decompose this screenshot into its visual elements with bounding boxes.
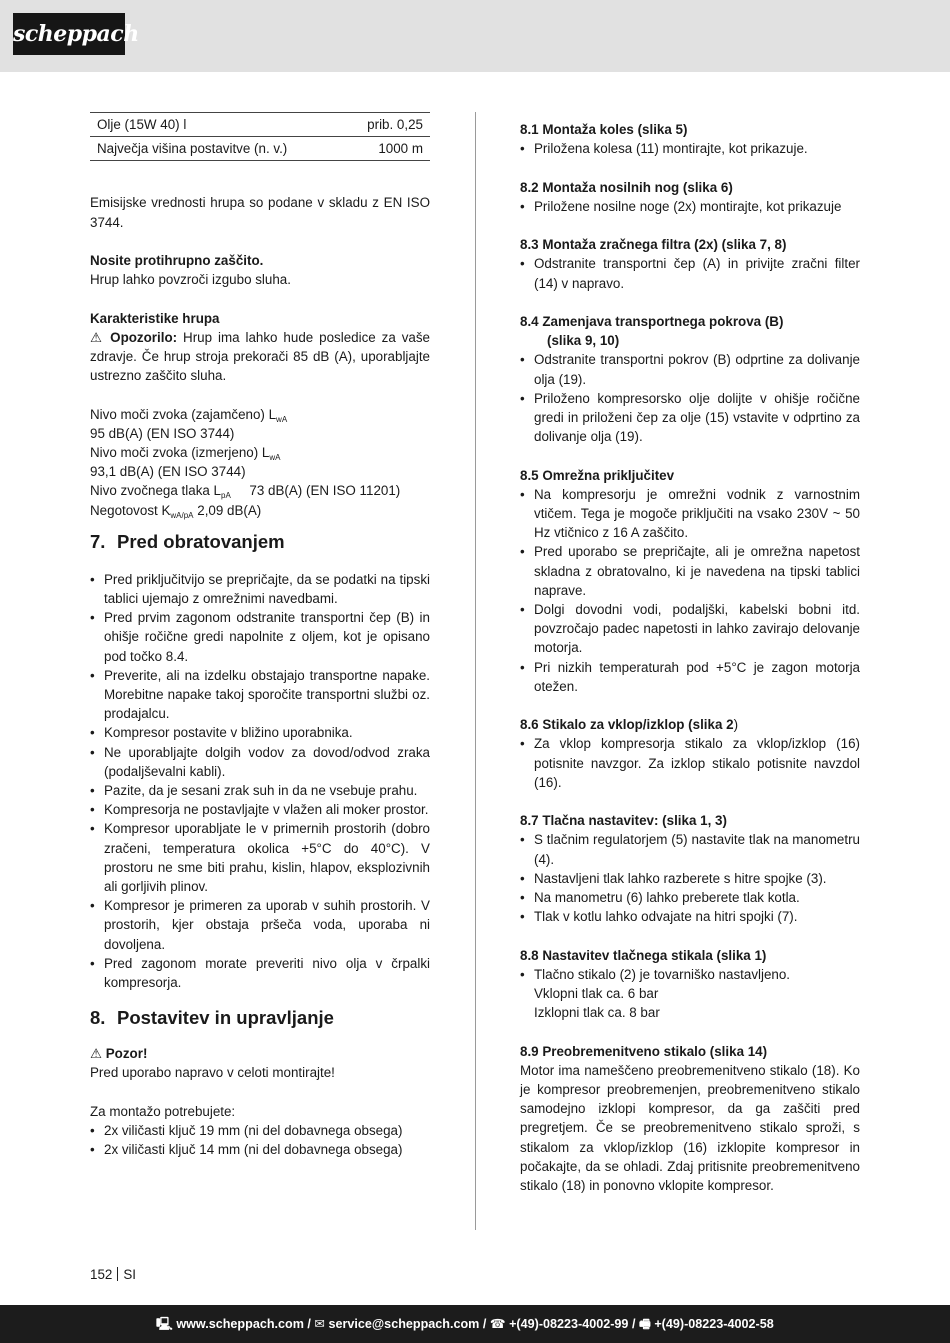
warning-icon: ⚠ (90, 329, 105, 345)
phone-icon: ☎ (489, 1317, 506, 1331)
list-item: • Dolgi dovodni vodi, podaljški, kabelski bobni itd. povzročajo padec napetosti in lahko zavirajo delovanje motorja. (520, 600, 860, 658)
section-8-4-title: 8.4 Zamenjava transportnega pokrova (B) (520, 313, 784, 329)
fax-number: +(49)-08223-4002-58 (654, 1317, 774, 1331)
section-title: Postavitev in upravljanje (117, 1007, 334, 1029)
subscript: wA (276, 414, 288, 424)
list-item: • Ne uporabljajte dolgih vodov za dovod/odvod zraka (podaljševalni kabli). (90, 743, 430, 781)
section-8-1-list (520, 139, 860, 158)
section-8-7-list (520, 830, 860, 926)
section-title: Pred obratovanjem (117, 530, 285, 552)
section-8-2-list (520, 197, 860, 216)
list-item: • Za vklop kompresorja stikalo za vklop/izklop (16) potisnite navzgor. Za izklop stikalo potisnite navzdol (16). (520, 734, 860, 792)
list-item: • Priložene nosilne noge (2x) montirajte, kot prikazuje (520, 197, 860, 216)
sound-power-guaranteed-label: Nivo moči zvoka (zajamčeno) L (90, 406, 277, 422)
section-8-6-title-text: 8.6 Stikalo za vklop/izklop (slika 2 (520, 717, 734, 733)
section-8-6-title-end: ) (733, 717, 739, 733)
sound-power-guaranteed (90, 405, 430, 424)
list-item: • Odstranite transportni čep (A) in privijte zračni filter (14) v napravo. (520, 254, 860, 292)
spec-label: Največja višina postavitve (n. v.) (90, 137, 343, 161)
section-8-9-text: Motor ima nameščeno preobremenitveno stikalo (18). Ko je kompresor preobremenjen, preobremenitveno stikalo samodejno izklopi kompresor, da ga zaščiti pred pregretjem. Če se preobremenitveno stikalo sproži, s stikalom za vklop/izklop (16) izklopite kompresor in počakajte, da se ohladi. Zdaj pritisnite preobremenitveno stikalo (18) in ponovno vklopite kompresor. (520, 1062, 860, 1194)
attention-text: Pred uporabo napravo v celoti montirajte! (90, 1065, 335, 1081)
list-item: • Pred prvim zagonom odstranite transportni čep (B) in ohišje ročične gredi napolnite z oljem, kot je opisano pod točko 8.4. (90, 608, 430, 666)
list-item: • Kompresor je primeren za uporab v suhih prostorih. V prostorih, kjer obstaja pršeča voda, uporaba ni dovoljena. (90, 896, 430, 954)
section-8-5-title: 8.5 Omrežna priključitev (520, 467, 675, 483)
list-item: • Pred zagonom morate preveriti nivo olja v črpalki kompresorja. (90, 954, 430, 992)
section-8-5-list (520, 485, 860, 696)
list-item: • Na manometru (6) lahko preberete tlak kotla. (520, 888, 860, 907)
list-item: • Pred priključitvijo se prepričajte, da se podatki na tipski tablici ujemajo z omrežnimi navedbami. (90, 570, 430, 608)
section-8-9-title: 8.9 Preobremenitveno stikalo (slika 14) (520, 1043, 768, 1059)
subscript: pA (221, 491, 231, 501)
spec-value: 1000 m (343, 137, 430, 161)
list-item: • Preverite, ali na izdelku obstajajo transportne napake. Morebitne napake takoj sporočite transportni službi oz. prodajalcu. (90, 666, 430, 724)
protection-text: Hrup lahko povzroči izgubo sluha. (90, 272, 291, 288)
warning-icon: ⚠ (90, 1046, 103, 1062)
list-item: • Kompresorja ne postavljajte v vlažen ali moker prostor. (90, 800, 430, 819)
column-divider (475, 112, 476, 1230)
sound-power-guaranteed-value: 95 dB(A) (EN ISO 3744) (90, 425, 235, 441)
warning-label: Opozorilo: (110, 329, 178, 345)
section-8-8-list (520, 965, 860, 984)
switch-on-pressure: Vklopni tlak ca. 6 bar (534, 986, 659, 1002)
spec-table (90, 112, 430, 161)
page-number-footer (90, 1265, 136, 1284)
section-number: 7. (90, 530, 106, 552)
section-8-8-title: 8.8 Nastavitev tlačnega stikala (slika 1) (520, 947, 767, 963)
attention-label: Pozor! (105, 1046, 148, 1062)
section-8-6-list (520, 734, 860, 792)
list-item: • 2x viličasti ključ 14 mm (ni del dobavnega obsega) (90, 1140, 430, 1159)
warning-text: Hrup ima lahko hude posledice za vaše zdravje. Če hrup stroja prekorači 85 dB (A), uporabljajte ustrezno zaščito sluha. (90, 329, 430, 384)
list-item: • Kompresor postavite v bližino uporabnika. (90, 723, 430, 742)
section-8-3-list (520, 254, 860, 292)
uncertainty-label: Negotovost K (90, 502, 171, 518)
protection-title: Nosite protihrupno zaščito. (90, 253, 264, 268)
spec-label: Olje (15W 40) l (90, 113, 343, 137)
section-8-2-title: 8.2 Montaža nosilnih nog (slika 6) (520, 179, 733, 195)
list-item: • Kompresor uporabljate le v primernih prostorih (dobro zračeni, temperatura okolica +5°C do 40°C). V prostoru ne sme biti prahu, kislin, hlapov, eksplozivnih ali gorljivih plinov. (90, 819, 430, 896)
phone-number: +(49)-08223-4002-99 / (509, 1317, 636, 1331)
list-item: • Priloženo kompresorsko olje dolijte v ohišje ročične gredi in priloženi čep za olje (15) vstavite v odprtino za dolivanje olja (19). (520, 389, 860, 447)
tools-intro: Za montažo potrebujete: (90, 1103, 236, 1119)
language-code: SI (123, 1267, 136, 1282)
spec-value: prib. 0,25 (343, 113, 430, 137)
page-separator (117, 1267, 118, 1281)
section-8-3-title: 8.3 Montaža zračnega filtra (2x) (slika 7, 8) (520, 237, 787, 253)
noise-title: Karakteristike hrupa (90, 310, 220, 326)
section-8-1-title: 8.1 Montaža koles (slika 5) (520, 122, 688, 137)
sound-power-measured-label: Nivo moči zvoka (izmerjeno) L (90, 445, 270, 460)
list-item: • 2x viličasti ključ 19 mm (ni del dobavnega obsega) (90, 1121, 430, 1140)
sound-pressure-value: 73 dB(A) (EN ISO 11201) (249, 483, 401, 499)
table-row (90, 137, 430, 161)
subscript: wA (269, 453, 281, 462)
table-row (90, 113, 430, 137)
list-item: • S tlačnim regulatorjem (5) nastavite tlak na manometru (4). (520, 830, 860, 868)
list-item: • Pri nizkih temperaturah pod +5°C je zagon motorja otežen. (520, 658, 860, 696)
left-column (90, 112, 430, 1159)
section-8-7-title: 8.7 Tlačna nastavitev: (slika 1, 3) (520, 813, 727, 829)
switch-off-pressure: Izklopni tlak ca. 8 bar (534, 1005, 660, 1021)
sound-power-measured-value: 93,1 dB(A) (EN ISO 3744) (90, 464, 246, 480)
sound-pressure (90, 481, 430, 500)
computer-icon: 🖳 (156, 1317, 173, 1331)
uncertainty-value: 2,09 dB(A) (197, 502, 262, 518)
sound-pressure-label: Nivo zvočnega tlaka L (90, 483, 222, 499)
section-8-6-title (520, 715, 860, 734)
list-item: • Pazite, da je sesani zrak suh in da ne vsebuje prahu. (90, 781, 430, 800)
list-item: • Na kompresorju je omrežni vodnik z varnostnim vtičem. Tega je mogoče priključiti na vsako 230V ~ 50 Hz vtičnico z 16 A zaščito. (520, 485, 860, 543)
list-item: • Tlak v kotlu lahko odvajate na hitri spojki (7). (520, 907, 860, 926)
emission-text: Emisijske vrednosti hrupa so podane v skladu z EN ISO 3744. (90, 195, 430, 230)
section-number: 8. (90, 1007, 106, 1029)
brand-logo: scheppach (13, 13, 125, 55)
email-link[interactable]: service@scheppach.com / (328, 1317, 487, 1331)
list-item: • Pred uporabo se prepričajte, ali je omrežna napetost skladna z obratovalno, ki je navedena na tipski tablici naprave. (520, 542, 860, 600)
page-number: 152 (90, 1267, 113, 1282)
contact-bar (0, 1305, 950, 1343)
subscript: wA/pA (170, 510, 194, 520)
list-item: • Odstranite transportni pokrov (B) odprtine za dolivanje olja (19). (520, 350, 860, 388)
section-7-list (90, 570, 430, 992)
right-column (520, 120, 860, 1195)
warning-paragraph (90, 328, 430, 386)
section-8-heading (90, 1006, 430, 1030)
list-item: • Nastavljeni tlak lahko razberete s hitre spojke (3). (520, 869, 860, 888)
sound-power-measured (90, 443, 430, 462)
section-7-heading (90, 530, 430, 554)
list-item: • Priložena kolesa (11) montirajte, kot prikazuje. (520, 139, 860, 158)
mail-icon: ✉ (314, 1317, 325, 1331)
website-link[interactable]: www.scheppach.com / (176, 1317, 311, 1331)
fax-icon: 🖷 (638, 1317, 651, 1331)
list-item: • Tlačno stikalo (2) je tovarniško nastavljeno. (520, 965, 860, 984)
section-8-4-subtitle: (slika 9, 10) (547, 333, 620, 349)
header-bar (0, 0, 950, 72)
attention-line (90, 1044, 430, 1063)
section-8-4-list (520, 350, 860, 446)
uncertainty (90, 501, 430, 520)
tools-list (90, 1121, 430, 1159)
